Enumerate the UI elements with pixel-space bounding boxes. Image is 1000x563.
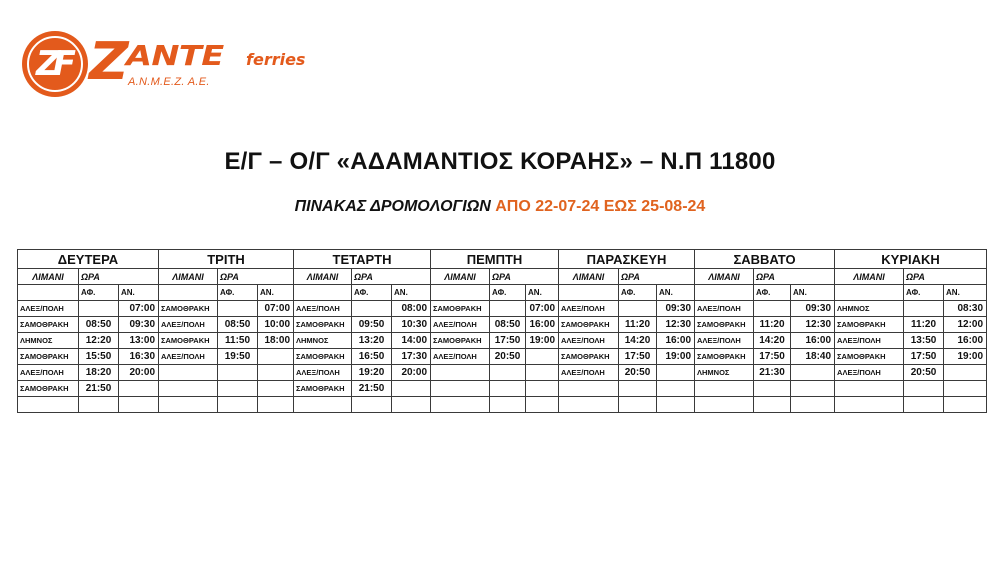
schedule-body <box>18 301 987 413</box>
day-header: ΣΑΒΒΑΤΟ <box>695 250 835 269</box>
arrival-time-cell: 09:30 <box>657 301 695 317</box>
port-cell: ΛΗΜΝΟΣ <box>835 301 904 317</box>
port-cell: ΑΛΕΞ/ΠΟΛΗ <box>159 349 218 365</box>
departure-label: ΑΦ. <box>754 285 791 301</box>
arrival-label: ΑΝ. <box>944 285 987 301</box>
port-cell <box>431 381 490 397</box>
departure-time-cell: 20:50 <box>619 365 657 381</box>
vessel-title: Ε/Γ – Ο/Γ «ΑΔΑΜΑΝΤΙΟΣ ΚΟΡΑΗΣ» – Ν.Π 11800 <box>224 148 776 175</box>
departure-label: ΑΦ. <box>619 285 657 301</box>
departure-time-cell <box>352 301 392 317</box>
table-row <box>18 301 987 317</box>
arrival-time-cell <box>258 381 294 397</box>
arrival-time-cell <box>791 365 835 381</box>
empty-cell <box>695 285 754 301</box>
table-row <box>18 317 987 333</box>
day-header: ΤΡΙΤΗ <box>159 250 294 269</box>
port-cell: ΑΛΕΞ/ΠΟΛΗ <box>835 365 904 381</box>
departure-time-cell: 21:30 <box>754 365 791 381</box>
departure-time-cell <box>79 301 119 317</box>
departure-time-cell: 11:20 <box>619 317 657 333</box>
departure-time-cell: 19:20 <box>352 365 392 381</box>
departure-time-cell: 08:50 <box>490 317 526 333</box>
port-cell <box>431 397 490 413</box>
port-cell <box>159 397 218 413</box>
departure-time-cell: 09:50 <box>352 317 392 333</box>
departure-time-cell <box>619 397 657 413</box>
departure-time-cell <box>490 381 526 397</box>
departure-time-cell: 17:50 <box>490 333 526 349</box>
arrival-time-cell: 20:00 <box>392 365 431 381</box>
departure-time-cell: 13:20 <box>352 333 392 349</box>
arrival-time-cell: 09:30 <box>791 301 835 317</box>
port-cell: ΑΛΕΞ/ΠΟΛΗ <box>431 317 490 333</box>
departure-time-cell <box>218 381 258 397</box>
empty-cell <box>18 285 79 301</box>
zf-monogram-icon <box>22 31 88 97</box>
port-cell: ΣΑΜΟΘΡΑΚΗ <box>18 317 79 333</box>
departure-time-cell: 17:50 <box>619 349 657 365</box>
weekly-schedule-table <box>17 249 987 413</box>
departure-time-cell <box>218 301 258 317</box>
arrival-label: ΑΝ. <box>526 285 559 301</box>
table-row <box>18 349 987 365</box>
port-cell: ΑΛΕΞ/ΠΟΛΗ <box>835 333 904 349</box>
arrival-time-cell <box>392 381 431 397</box>
departure-time-cell <box>352 397 392 413</box>
arrival-time-cell: 19:00 <box>657 349 695 365</box>
arrival-time-cell: 19:00 <box>526 333 559 349</box>
time-column-label: ΩΡΑ <box>352 269 431 285</box>
port-cell: ΑΛΕΞ/ΠΟΛΗ <box>559 333 619 349</box>
departure-time-cell: 11:20 <box>754 317 791 333</box>
day-header: ΚΥΡΙΑΚΗ <box>835 250 987 269</box>
departure-time-cell <box>904 381 944 397</box>
zante-ferries-logo <box>20 30 320 100</box>
day-header: ΔΕΥΤΕΡΑ <box>18 250 159 269</box>
arrival-time-cell <box>526 397 559 413</box>
logo-brand-initial: Z <box>89 32 129 92</box>
departure-time-cell: 20:50 <box>490 349 526 365</box>
arrival-label: ΑΝ. <box>258 285 294 301</box>
port-cell <box>18 397 79 413</box>
schedule-subtitle <box>0 198 1000 216</box>
arrival-time-cell <box>526 349 559 365</box>
port-cell <box>835 397 904 413</box>
port-cell: ΛΗΜΝΟΣ <box>18 333 79 349</box>
arrival-label: ΑΝ. <box>657 285 695 301</box>
port-column-label: ΛΙΜΑΝΙ <box>18 269 79 285</box>
port-cell <box>159 381 218 397</box>
empty-cell <box>431 285 490 301</box>
departure-time-cell: 14:20 <box>619 333 657 349</box>
table-row <box>18 397 987 413</box>
departure-label: ΑΦ. <box>218 285 258 301</box>
port-cell: ΑΛΕΞ/ΠΟΛΗ <box>159 317 218 333</box>
empty-cell <box>294 285 352 301</box>
logo-brand-name: ANTE <box>126 39 224 72</box>
arrival-time-cell <box>944 365 987 381</box>
port-cell: ΣΑΜΟΘΡΑΚΗ <box>431 301 490 317</box>
port-column-label: ΛΙΜΑΝΙ <box>559 269 619 285</box>
departure-time-cell <box>619 301 657 317</box>
table-row <box>18 333 987 349</box>
departure-time-cell: 21:50 <box>79 381 119 397</box>
departure-label: ΑΦ. <box>352 285 392 301</box>
departure-time-cell <box>490 301 526 317</box>
departure-time-cell: 18:20 <box>79 365 119 381</box>
empty-cell <box>559 285 619 301</box>
arrival-time-cell <box>657 365 695 381</box>
departure-time-cell: 14:20 <box>754 333 791 349</box>
departure-time-cell: 12:20 <box>79 333 119 349</box>
time-column-label: ΩΡΑ <box>904 269 987 285</box>
arrival-time-cell <box>258 365 294 381</box>
day-header: ΤΕΤΑΡΤΗ <box>294 250 431 269</box>
departure-time-cell: 20:50 <box>904 365 944 381</box>
port-cell <box>431 365 490 381</box>
departure-time-cell <box>218 397 258 413</box>
arrival-time-cell: 10:30 <box>392 317 431 333</box>
port-cell <box>559 381 619 397</box>
arrival-time-cell <box>119 397 159 413</box>
time-column-label: ΩΡΑ <box>218 269 294 285</box>
port-cell: ΑΛΕΞ/ΠΟΛΗ <box>559 365 619 381</box>
arrival-time-cell <box>526 381 559 397</box>
table-row <box>18 381 987 397</box>
time-subheader-row <box>18 285 987 301</box>
departure-time-cell <box>79 397 119 413</box>
arrival-time-cell <box>258 397 294 413</box>
port-cell: ΣΑΜΟΘΡΑΚΗ <box>294 381 352 397</box>
arrival-time-cell: 12:30 <box>791 317 835 333</box>
port-column-label: ΛΙΜΑΝΙ <box>294 269 352 285</box>
departure-time-cell: 08:50 <box>218 317 258 333</box>
day-header-row <box>18 250 987 269</box>
departure-label: ΑΦ. <box>490 285 526 301</box>
departure-time-cell: 13:50 <box>904 333 944 349</box>
arrival-time-cell: 19:00 <box>944 349 987 365</box>
logo-brand-suffix: ferries <box>246 50 306 69</box>
arrival-time-cell <box>119 381 159 397</box>
arrival-time-cell: 14:00 <box>392 333 431 349</box>
time-column-label: ΩΡΑ <box>490 269 559 285</box>
port-cell: ΣΑΜΟΘΡΑΚΗ <box>18 349 79 365</box>
day-header: ΠΑΡΑΣΚΕΥΗ <box>559 250 695 269</box>
table-row <box>18 365 987 381</box>
port-cell: ΛΗΜΝΟΣ <box>294 333 352 349</box>
departure-time-cell: 16:50 <box>352 349 392 365</box>
port-cell <box>559 397 619 413</box>
column-header-row <box>18 269 987 285</box>
port-cell: ΣΑΜΟΘΡΑΚΗ <box>294 317 352 333</box>
arrival-time-cell: 07:00 <box>119 301 159 317</box>
departure-time-cell <box>754 301 791 317</box>
time-column-label: ΩΡΑ <box>79 269 159 285</box>
subtitle-date-range: ΑΠΟ 22-07-24 ΕΩΣ 25-08-24 <box>495 198 706 215</box>
arrival-time-cell: 08:00 <box>392 301 431 317</box>
departure-time-cell: 11:50 <box>218 333 258 349</box>
arrival-time-cell: 20:00 <box>119 365 159 381</box>
port-cell: ΑΛΕΞ/ΠΟΛΗ <box>18 301 79 317</box>
departure-time-cell: 11:20 <box>904 317 944 333</box>
arrival-time-cell: 16:00 <box>791 333 835 349</box>
departure-label: ΑΦ. <box>79 285 119 301</box>
arrival-time-cell <box>258 349 294 365</box>
time-column-label: ΩΡΑ <box>754 269 835 285</box>
arrival-time-cell: 13:00 <box>119 333 159 349</box>
arrival-time-cell: 07:00 <box>526 301 559 317</box>
arrival-time-cell: 12:30 <box>657 317 695 333</box>
port-cell: ΣΑΜΟΘΡΑΚΗ <box>559 317 619 333</box>
arrival-time-cell: 10:00 <box>258 317 294 333</box>
arrival-time-cell: 17:30 <box>392 349 431 365</box>
departure-label: ΑΦ. <box>904 285 944 301</box>
port-cell: ΑΛΕΞ/ΠΟΛΗ <box>18 365 79 381</box>
port-cell: ΑΛΕΞ/ΠΟΛΗ <box>695 301 754 317</box>
port-cell: ΑΛΕΞ/ΠΟΛΗ <box>559 301 619 317</box>
time-column-label: ΩΡΑ <box>619 269 695 285</box>
arrival-time-cell: 08:30 <box>944 301 987 317</box>
arrival-time-cell: 18:40 <box>791 349 835 365</box>
departure-time-cell <box>904 301 944 317</box>
port-cell: ΣΑΜΟΘΡΑΚΗ <box>695 317 754 333</box>
port-cell: ΣΑΜΟΘΡΑΚΗ <box>835 317 904 333</box>
logo-company-name: A.N.M.E.Z. A.E. <box>128 76 210 88</box>
arrival-label: ΑΝ. <box>119 285 159 301</box>
departure-time-cell: 15:50 <box>79 349 119 365</box>
port-cell: ΣΑΜΟΘΡΑΚΗ <box>559 349 619 365</box>
port-column-label: ΛΙΜΑΝΙ <box>695 269 754 285</box>
port-cell: ΑΛΕΞ/ΠΟΛΗ <box>431 349 490 365</box>
departure-time-cell <box>754 397 791 413</box>
arrival-time-cell: 09:30 <box>119 317 159 333</box>
arrival-time-cell <box>791 397 835 413</box>
port-cell: ΣΑΜΟΘΡΑΚΗ <box>695 349 754 365</box>
port-column-label: ΛΙΜΑΝΙ <box>159 269 218 285</box>
port-cell: ΑΛΕΞ/ΠΟΛΗ <box>294 301 352 317</box>
arrival-time-cell: 12:00 <box>944 317 987 333</box>
arrival-label: ΑΝ. <box>392 285 431 301</box>
empty-cell <box>835 285 904 301</box>
departure-time-cell <box>218 365 258 381</box>
departure-time-cell: 17:50 <box>754 349 791 365</box>
arrival-time-cell <box>944 397 987 413</box>
subtitle-prefix: ΠΙΝΑΚΑΣ ΔΡΟΜΟΛΟΓΙΩΝ <box>294 198 491 215</box>
port-column-label: ΛΙΜΑΝΙ <box>835 269 904 285</box>
departure-time-cell <box>754 381 791 397</box>
port-cell: ΑΛΕΞ/ΠΟΛΗ <box>695 333 754 349</box>
arrival-time-cell <box>526 365 559 381</box>
arrival-time-cell <box>392 397 431 413</box>
departure-time-cell <box>490 365 526 381</box>
departure-time-cell <box>619 381 657 397</box>
arrival-time-cell: 16:00 <box>944 333 987 349</box>
port-cell <box>695 381 754 397</box>
arrival-time-cell: 18:00 <box>258 333 294 349</box>
port-cell: ΣΑΜΟΘΡΑΚΗ <box>294 349 352 365</box>
port-cell <box>835 381 904 397</box>
arrival-time-cell: 16:00 <box>526 317 559 333</box>
arrival-time-cell <box>791 381 835 397</box>
port-cell <box>695 397 754 413</box>
port-cell: ΣΑΜΟΘΡΑΚΗ <box>18 381 79 397</box>
arrival-label: ΑΝ. <box>791 285 835 301</box>
departure-time-cell: 21:50 <box>352 381 392 397</box>
day-header: ΠΕΜΠΤΗ <box>431 250 559 269</box>
port-cell: ΣΑΜΟΘΡΑΚΗ <box>835 349 904 365</box>
departure-time-cell: 19:50 <box>218 349 258 365</box>
departure-time-cell: 08:50 <box>79 317 119 333</box>
port-cell <box>294 397 352 413</box>
arrival-time-cell <box>657 381 695 397</box>
departure-time-cell: 17:50 <box>904 349 944 365</box>
port-column-label: ΛΙΜΑΝΙ <box>431 269 490 285</box>
departure-time-cell <box>904 397 944 413</box>
empty-cell <box>159 285 218 301</box>
port-cell: ΣΑΜΟΘΡΑΚΗ <box>159 333 218 349</box>
arrival-time-cell <box>944 381 987 397</box>
departure-time-cell <box>490 397 526 413</box>
port-cell <box>159 365 218 381</box>
logo-monogram-text: ZF <box>36 44 68 84</box>
port-cell: ΣΑΜΟΘΡΑΚΗ <box>159 301 218 317</box>
arrival-time-cell: 07:00 <box>258 301 294 317</box>
arrival-time-cell: 16:00 <box>657 333 695 349</box>
port-cell: ΑΛΕΞ/ΠΟΛΗ <box>294 365 352 381</box>
port-cell: ΛΗΜΝΟΣ <box>695 365 754 381</box>
port-cell: ΣΑΜΟΘΡΑΚΗ <box>431 333 490 349</box>
arrival-time-cell: 16:30 <box>119 349 159 365</box>
arrival-time-cell <box>657 397 695 413</box>
